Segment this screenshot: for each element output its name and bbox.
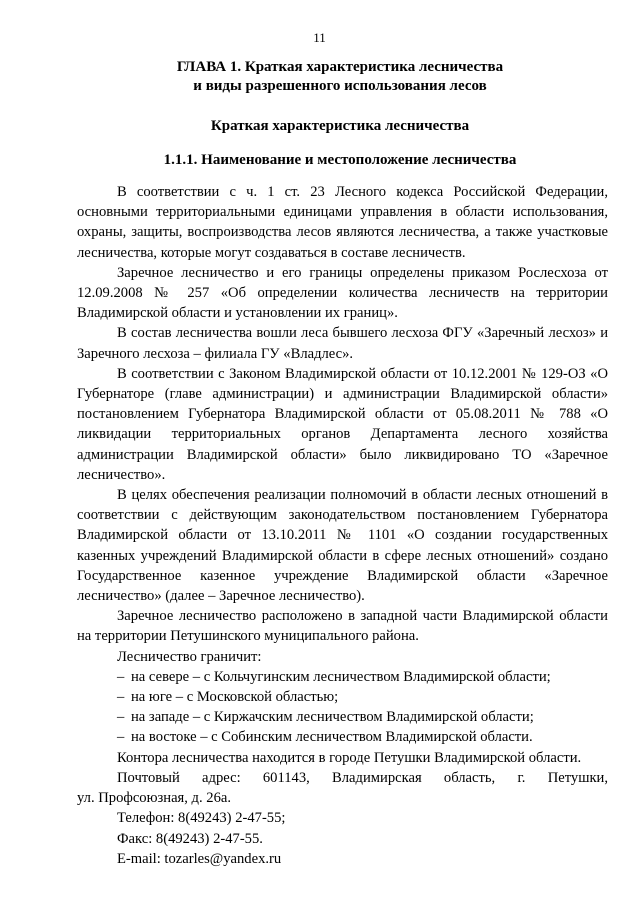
border-item	[77, 727, 608, 747]
border-item	[77, 687, 608, 707]
border-item-text: на западе – с Киржачским лесничеством Владимирской области;	[131, 709, 534, 726]
paragraph: В соответствии с ч. 1 ст. 23 Лесного кодекса Российской Федерации, основными территориальными единицами управления в области использования, охраны, защиты, воспроизводства лесов являются лесничества, а также участковые лесничества, которые могут создаваться в составе лесничеств.	[77, 184, 608, 261]
body-text	[77, 182, 608, 869]
postal-address-line2: ул. Профсоюзная, д. 26а.	[77, 790, 232, 807]
paragraph: В состав лесничества вошли леса бывшего лесхоза ФГУ «Заречный лесхоз» и Заречного лесхоза – филиала ГУ «Владлес».	[77, 325, 608, 362]
paragraph: В соответствии с Законом Владимирской области от 10.12.2001 № 129-ОЗ «О Губернаторе (главе администрации) и администрации Владимирской области» постановлением Губернатора Владимирской области от 05.08.2011 № 788 «О ликвидации территориальных органов Департамента лесного хозяйства администрации Владимирской области» было ликвидировано ТО «Заречное лесничество».	[77, 365, 608, 483]
section-title: Краткая характеристика лесничества	[210, 118, 470, 134]
page-number: 11	[313, 30, 326, 45]
border-item-text: на севере – с Кольчугинским лесничеством Владимирской области;	[131, 668, 551, 685]
chapter-title-line2: и виды разрешенного использования лесов	[193, 78, 487, 94]
phone: Телефон: 8(49243) 2-47-55;	[117, 810, 286, 827]
paragraph: В целях обеспечения реализации полномочий в области лесных отношений в соответствии с действующим законодательством постановлением Губернатора Владимирской области от 13.10.2011 № 1101 «О создании государственных казенных учреждений Владимирской области в сфере лесных отношений» создано Государственное казенное учреждение Владимирской области «Заречное лесничество» (далее – Заречное лесничество).	[77, 487, 608, 605]
chapter-title	[60, 58, 620, 96]
postal-address-line1: Почтовый адрес: 601143, Владимирская область, г. Петушки,	[117, 769, 608, 786]
dash-bullet-icon: –	[117, 709, 125, 726]
borders-intro: Лесничество граничит:	[117, 648, 262, 665]
fax: Факс: 8(49243) 2-47-55.	[117, 830, 263, 847]
office-location: Контора лесничества находится в городе Петушки Владимирской области.	[117, 749, 582, 766]
paragraph: Заречное лесничество расположено в западной части Владимирской области на территории Петушинского муниципального района.	[77, 608, 608, 645]
email: E-mail: tozarles@yandex.ru	[117, 850, 282, 867]
dash-bullet-icon: –	[117, 668, 125, 685]
border-item	[77, 707, 608, 727]
dash-bullet-icon: –	[117, 729, 125, 746]
subsection-title: 1.1.1. Наименование и местоположение лесничества	[163, 152, 517, 168]
border-item-text: на юге – с Московской областью;	[131, 689, 339, 706]
dash-bullet-icon: –	[117, 689, 125, 706]
chapter-title-line1: ГЛАВА 1. Краткая характеристика лесничества	[176, 59, 504, 75]
border-item	[77, 667, 608, 687]
border-item-text: на востоке – с Собинским лесничеством Владимирской области.	[131, 729, 533, 746]
paragraph: Заречное лесничество и его границы определены приказом Рослесхоза от 12.09.2008 № 257 «Об определении количества лесничеств на территории Владимирской области и установлении их границ».	[77, 264, 608, 322]
